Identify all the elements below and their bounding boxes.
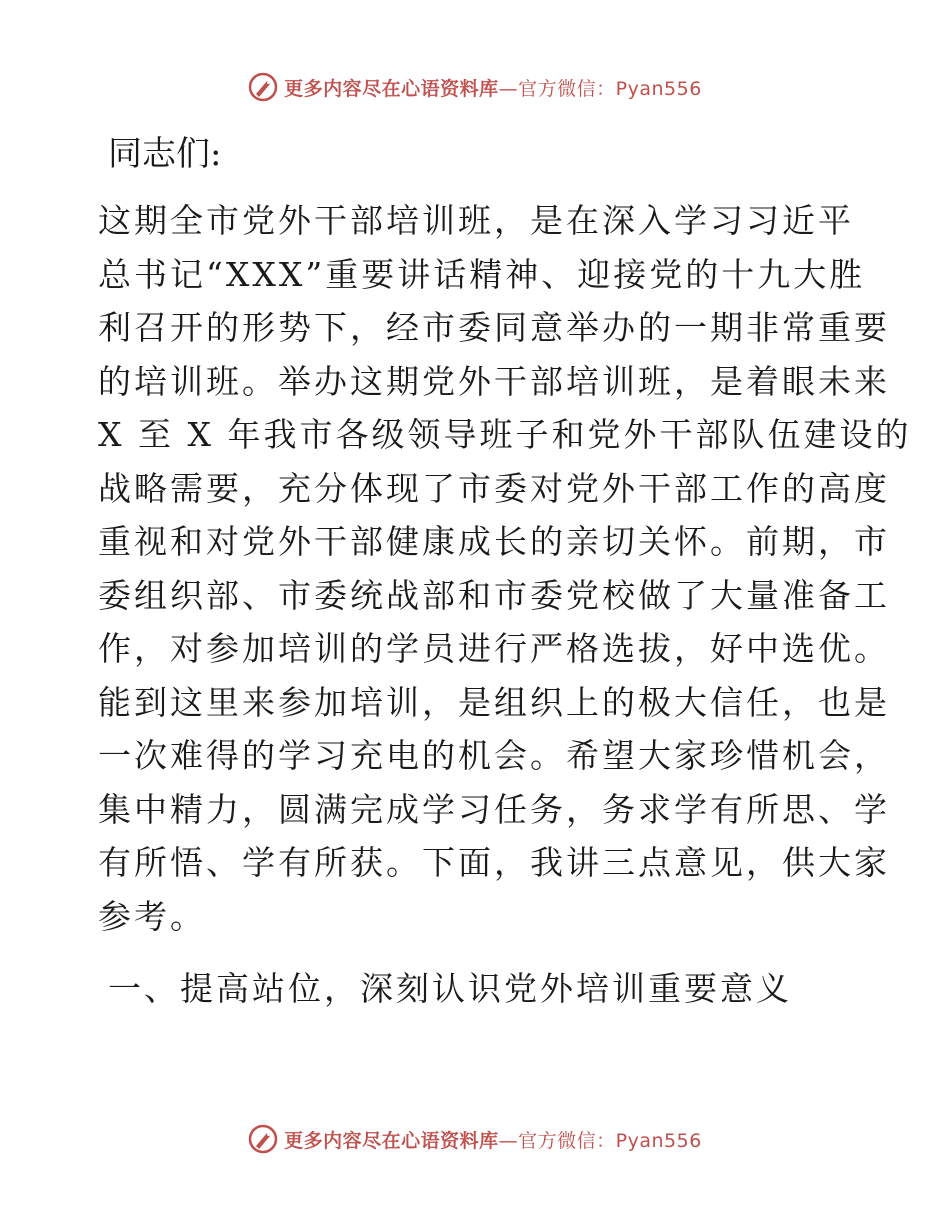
paragraph-line: 总书记“XXX”重要讲话精神、迎接党的十九大胜 (98, 254, 866, 294)
watermark-separator: — (498, 1129, 519, 1152)
watermark-brand: 更多内容尽在心语资料库 (284, 77, 499, 100)
pen-nib-logo-icon (248, 1124, 278, 1154)
footer-watermark (0, 1124, 950, 1154)
watermark-text (284, 74, 702, 101)
paragraph-line: 战略需要，充分体现了市委对党外干部工作的高度 (98, 468, 890, 508)
paragraph-line: 集中精力，圆满完成学习任务，务求学有所思、学 (98, 789, 890, 829)
paragraph-line: 这期全市党外干部培训班，是在深入学习习近平 (98, 201, 854, 240)
paragraph-line: 能到这里来参加培训，是组织上的极大信任，也是 (98, 682, 890, 722)
paragraph-line: X 至 X 年我市各级领导班子和党外干部队伍建设的 (98, 415, 912, 454)
document-body (98, 118, 912, 1017)
paragraph-line: 的培训班。举办这期党外干部培训班，是着眼未来 (98, 361, 890, 401)
watermark-wechat: 官方微信：Pyan556 (518, 77, 702, 100)
paragraph-line: 重视和对党外干部健康成长的亲切关怀。前期，市 (98, 522, 890, 561)
paragraph-line: 作，对参加培训的学员进行严格选拔，好中选优。 (98, 629, 890, 668)
paragraph-line: 参考。 (98, 896, 206, 936)
section-heading: 一、提高站位，深刻认识党外培训重要意义 (108, 969, 792, 1008)
watermark-separator: — (498, 77, 519, 100)
paragraph-line: 一次难得的学习充电的机会。希望大家珍惜机会， (98, 736, 890, 775)
watermark-brand: 更多内容尽在心语资料库 (284, 1129, 499, 1152)
salutation: 同志们: (108, 134, 222, 174)
paragraph-line: 委组织部、市委统战部和市委党校做了大量准备工 (98, 575, 890, 615)
paragraph-line: 有所悟、学有所获。下面，我讲三点意见，供大家 (98, 843, 890, 882)
header-watermark (0, 72, 950, 102)
watermark-wechat: 官方微信：Pyan556 (518, 1129, 702, 1152)
paragraph-line: 利召开的形势下，经市委同意举办的一期非常重要 (98, 308, 890, 347)
pen-nib-logo-icon (248, 72, 278, 102)
watermark-text (284, 1126, 702, 1153)
body-paragraph (98, 194, 912, 943)
